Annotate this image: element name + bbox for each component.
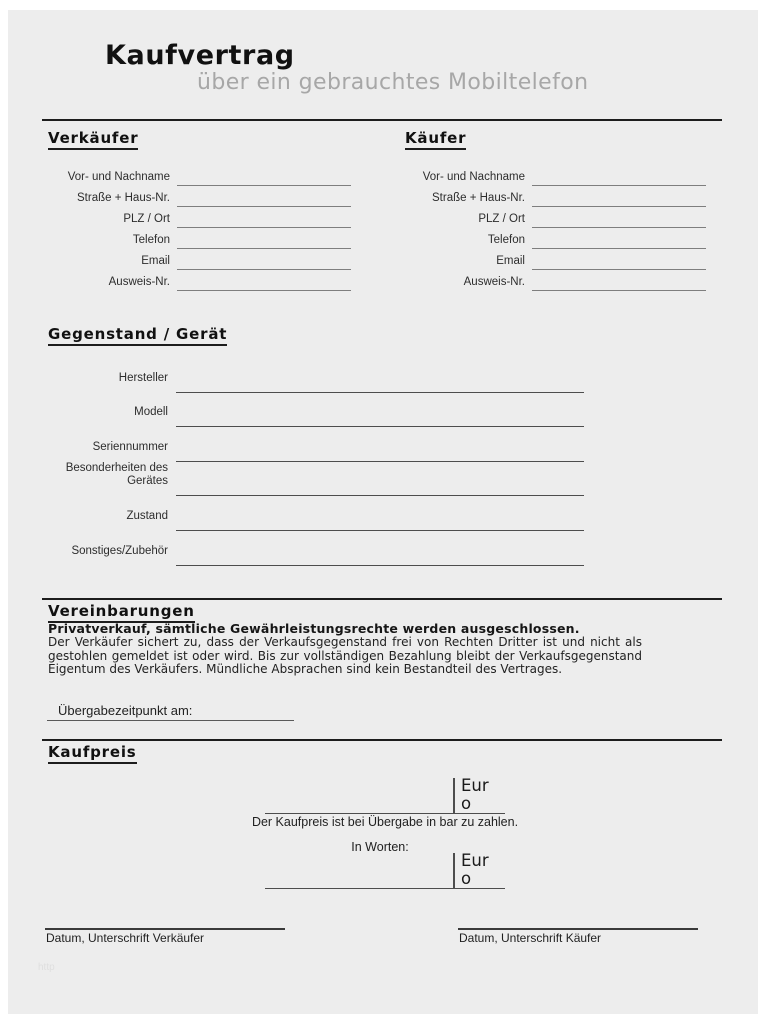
party-field-row (48, 270, 351, 291)
field-input-line[interactable] (532, 269, 706, 291)
field-input-line[interactable] (177, 206, 351, 228)
field-input-line[interactable] (532, 164, 706, 186)
device-field-row (47, 358, 584, 393)
device-fields (47, 358, 584, 566)
price-section-title: Kaufpreis (48, 743, 137, 764)
field-input-line[interactable] (176, 461, 584, 497)
field-input-line[interactable] (177, 227, 351, 249)
field-input-line[interactable] (177, 164, 351, 186)
device-section-title: Gegenstand / Gerät (48, 325, 227, 346)
party-field-row (403, 186, 706, 207)
field-input-line[interactable] (177, 248, 351, 270)
party-field-row (403, 207, 706, 228)
handover-label: Übergabezeitpunkt am: (58, 703, 193, 718)
device-field-row (47, 531, 584, 566)
agreement-body-text: Der Verkäufer sichert zu, dass der Verkaufsgegenstand frei von Rechten Dritter ist und nicht als gestohlen gemeldet ist oder wird. Bis zur vollständigen Bezahlung bleibt der Verkaufsgegenstand Eigentum des Verkäufers. Mündliche Absprachen sind kein Bestandteil des Vertrages. (48, 635, 642, 676)
party-field-row (48, 249, 351, 270)
field-label: Straße + Haus-Nr. (77, 192, 170, 204)
seller-section-title: Verkäufer (48, 129, 358, 150)
field-label: Sonstiges/Zubehör (71, 544, 168, 557)
seller-signature-line[interactable] (45, 928, 285, 930)
field-label: PLZ / Ort (123, 213, 170, 225)
field-label: PLZ / Ort (478, 213, 525, 225)
section-rule-price (42, 739, 722, 741)
seller-section (48, 129, 358, 150)
field-input-line[interactable] (532, 248, 706, 270)
field-input-line[interactable] (177, 269, 351, 291)
field-label: Hersteller (118, 371, 168, 384)
currency-divider (453, 853, 455, 888)
field-label: Telefon (487, 234, 525, 246)
field-label: Vor- und Nachname (422, 171, 525, 183)
page-subtitle: über ein gebrauchtes Mobiltelefon (197, 70, 589, 95)
currency-label: Eur o (461, 851, 489, 888)
currency-label: Eur o (461, 776, 489, 813)
field-label: Straße + Haus-Nr. (432, 192, 525, 204)
in-words-label: In Worten: (351, 840, 409, 854)
party-field-row (403, 165, 706, 186)
section-rule-header (42, 119, 722, 121)
party-field-row (403, 270, 706, 291)
buyer-fields (403, 165, 706, 291)
contract-sheet (8, 10, 758, 1014)
handover-input-line[interactable] (47, 720, 294, 721)
buyer-section-title: Käufer (405, 129, 715, 150)
field-label: Modell (134, 406, 168, 419)
field-label: Email (496, 255, 525, 267)
field-input-line[interactable] (176, 392, 584, 428)
field-label: Ausweis-Nr. (108, 276, 170, 288)
page-title: Kaufvertrag (105, 40, 295, 71)
buyer-signature-line[interactable] (458, 928, 698, 930)
field-input-line[interactable] (176, 495, 584, 531)
device-field-row (47, 462, 584, 497)
buyer-signature-label: Datum, Unterschrift Käufer (459, 931, 602, 945)
seller-fields (48, 165, 351, 291)
currency-divider (453, 778, 455, 813)
buyer-section (405, 129, 715, 150)
agreements-section-title: Vereinbarungen (48, 602, 195, 623)
device-field-row (47, 496, 584, 531)
party-field-row (48, 207, 351, 228)
field-label: Ausweis-Nr. (463, 276, 525, 288)
field-input-line[interactable] (532, 206, 706, 228)
field-label: Vor- und Nachname (67, 171, 170, 183)
field-label: Telefon (132, 234, 170, 246)
party-field-row (48, 228, 351, 249)
field-input-line[interactable] (532, 227, 706, 249)
watermark-text: http (38, 962, 55, 973)
device-field-row (47, 427, 584, 462)
seller-signature-label: Datum, Unterschrift Verkäufer (46, 931, 205, 945)
device-field-row (47, 393, 584, 428)
price-words-line[interactable] (265, 853, 505, 889)
agreement-bold-clause: Privatverkauf, sämtliche Gewährleistungsrechte werden ausgeschlossen. (48, 621, 580, 636)
field-label: Seriennummer (92, 440, 168, 453)
price-amount-line[interactable] (265, 778, 505, 814)
party-field-row (403, 228, 706, 249)
party-field-row (403, 249, 706, 270)
field-input-line[interactable] (176, 426, 584, 462)
field-label: Email (141, 255, 170, 267)
party-field-row (48, 165, 351, 186)
field-input-line[interactable] (177, 185, 351, 207)
field-label: Besonderheiten des Gerätes (65, 462, 168, 488)
field-input-line[interactable] (176, 530, 584, 566)
section-rule-agreements (42, 598, 722, 600)
field-label: Zustand (126, 509, 168, 522)
field-input-line[interactable] (532, 185, 706, 207)
cash-payment-note: Der Kaufpreis ist bei Übergabe in bar zu zahlen. (251, 815, 519, 829)
field-input-line[interactable] (176, 357, 584, 393)
party-field-row (48, 186, 351, 207)
